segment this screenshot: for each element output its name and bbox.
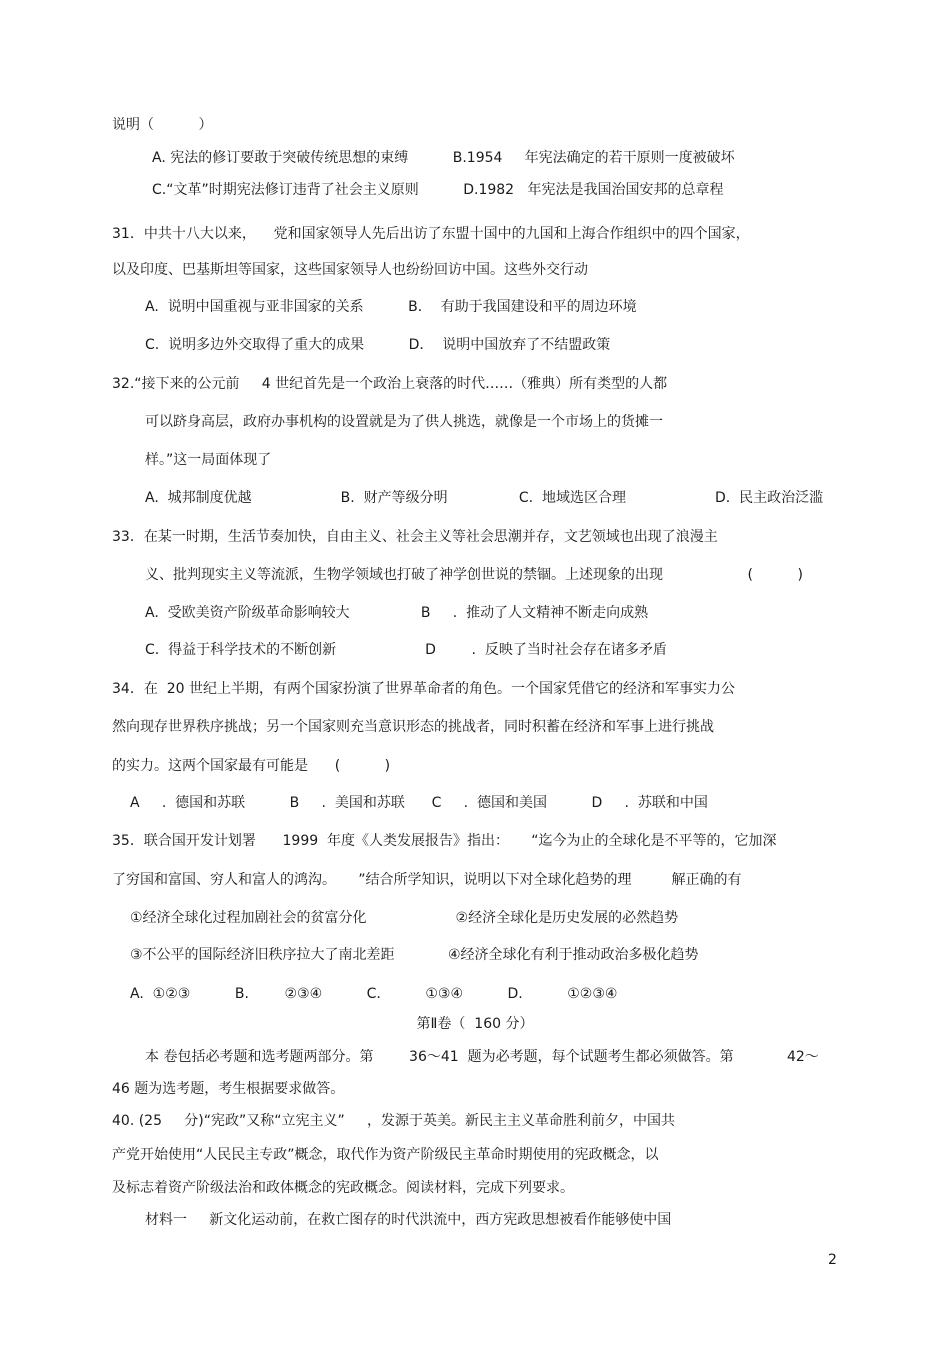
section-heading: 第Ⅱ卷（ 160 分） [416, 1016, 534, 1032]
question-34: 34．在 20 世纪上半期，有两个国家扮演了世界革命者的角色。一个国家凭借它的经济和军事实力公 [112, 681, 735, 697]
text-line: 以及印度、巴基斯坦等国家，这些国家领导人也纷纷回访中国。这些外交行动 [112, 262, 588, 278]
question-31: 31．中共十八大以来， 党和国家领导人先后出访了东盟十国中的九国和上海合作组织中的四个国家， [112, 226, 750, 242]
option-line: A . 德国和苏联 B . 美国和苏联 C . 德国和美国 D . 苏联和中国 [130, 795, 708, 811]
text-line: 可以跻身高层，政府办事机构的设置就是为了供人挑选，就像是一个市场上的货摊一 [145, 414, 663, 430]
option-line: A. 受欧美资产阶级革命影响较大 B . 推动了人文精神不断走向成熟 [145, 605, 649, 621]
page-number: 2 [828, 1252, 837, 1268]
text-line: 及标志着资产阶级法治和政体概念的宪政概念。阅读材料，完成下列要求。 [112, 1180, 574, 1196]
text-line: 材料一 新文化运动前，在救亡图存的时代洪流中，西方宪政思想被看作能够使中国 [145, 1212, 672, 1228]
statement-line: ③不公平的国际经济旧秩序拉大了南北差距 ④经济全球化有利于推动政治多极化趋势 [130, 947, 699, 963]
question-35: 35．联合国开发计划署 1999 年度《人类发展报告》指出： “迄今为止的全球化是不平等的，它加深 [112, 833, 777, 849]
text-line: 然向现存世界秩序挑战；另一个国家则充当意识形态的挑战者，同时积蓄在经济和军事上进行挑战 [112, 719, 714, 735]
statement-line: ①经济全球化过程加剧社会的贫富分化 ②经济全球化是历史发展的必然趋势 [130, 910, 679, 926]
option-line: A. 宪法的修订要敢于突破传统思想的束缚 B.1954 年宪法确定的若干原则一度被破坏 [152, 150, 735, 166]
text-line: 样。”这一局面体现了 [145, 452, 272, 468]
question-33: 33．在某一时期，生活节奏加快，自由主义、社会主义等社会思潮并存，文艺领域也出现了浪漫主 [112, 529, 718, 545]
text-line: 本 卷包括必考题和选考题两部分。第 36～41 题为必考题，每个试题考生都必须做答。第 42～ [145, 1049, 819, 1065]
option-line: A. ①②③ B. ②③④ C. ①③④ D. ①②③④ [130, 986, 618, 1002]
option-line: C.“文革”时期宪法修订违背了社会主义原则 D.1982 年宪法是我国治国安邦的总章程 [152, 182, 724, 198]
question-40: 40. (25 分)“宪政”又称“立宪主义” ，发源于英美。新民主主义革命胜利前夕，中国共 [112, 1113, 675, 1129]
text-line: 的实力。这两个国家最有可能是 ( ) [112, 758, 391, 774]
option-line: A. 城邦制度优越 B. 财产等级分明 C. 地域选区合理 D. 民主政治泛滥 [145, 490, 824, 506]
text-line: 产党开始使用“人民民主专政”概念，取代作为资产阶级民主革命时期使用的宪政概念，以 [112, 1147, 659, 1163]
option-line: C. 说明多边外交取得了重大的成果 D． 说明中国放弃了不结盟政策 [145, 337, 611, 353]
text-line: 义、批判现实主义等流派，生物学领域也打破了神学创世说的禁锢。上述现象的出现 ( ) [145, 567, 803, 583]
question-32: 32.“接下来的公元前 4 世纪首先是一个政治上衰落的时代……（雅典）所有类型的人都 [112, 376, 668, 392]
option-line: A. 说明中国重视与亚非国家的关系 B． 有助于我国建设和平的周边环境 [145, 299, 637, 315]
text-line: 说明（ ） [112, 117, 213, 133]
text-line: 46 题为选考题，考生根据要求做答。 [112, 1081, 345, 1097]
text-line: 了穷国和富国、穷人和富人的鸿沟。 ”结合所学知识，说明以下对全球化趋势的理 解正确的有 [112, 872, 742, 888]
option-line: C. 得益于科学技术的不断创新 D . 反映了当时社会存在诸多矛盾 [145, 642, 667, 658]
